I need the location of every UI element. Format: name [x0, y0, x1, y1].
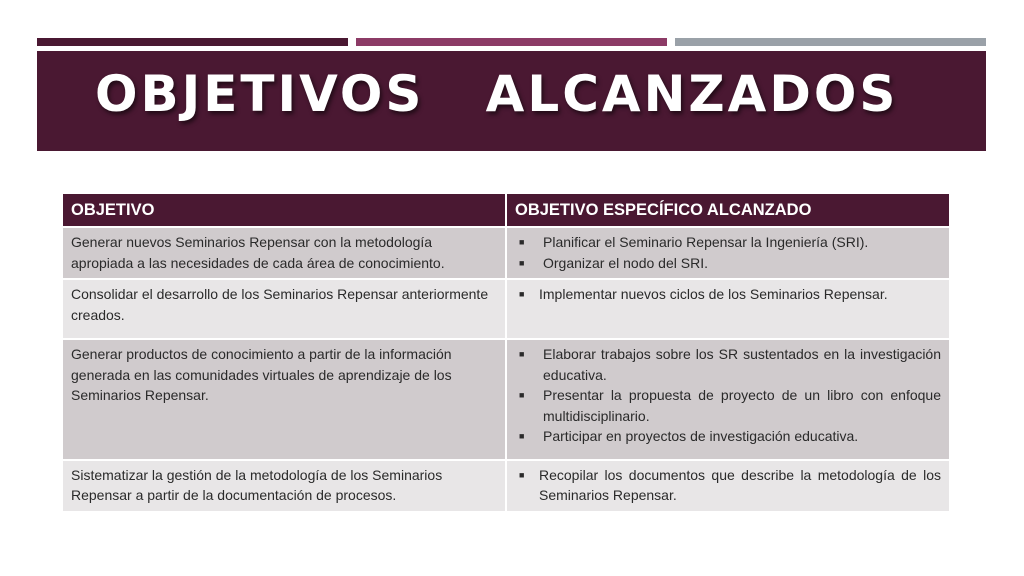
- table-row: [62, 339, 950, 460]
- header-objetivo: OBJETIVO: [62, 193, 506, 227]
- square-bullet-icon: ■: [519, 257, 525, 268]
- objective-cell: Generar productos de conocimiento a partir de la información generada en las comunidades virtuales de aprendizaje de los Seminarios Repensar.: [62, 339, 506, 460]
- achieved-list: [515, 284, 941, 305]
- title-band: [37, 51, 986, 151]
- square-bullet-icon: ■: [519, 390, 525, 400]
- objective-cell: Consolidar el desarrollo de los Seminarios Repensar anteriormente creados.: [62, 279, 506, 339]
- list-item: [515, 232, 941, 253]
- page-title: OBJETIVOS ALCANZADOS: [95, 65, 899, 123]
- achieved-list: [515, 232, 941, 273]
- square-bullet-icon: ■: [519, 349, 525, 359]
- list-item-text: Planificar el Seminario Repensar la Ingeniería (SRI).: [543, 234, 869, 250]
- objective-cell: Generar nuevos Seminarios Repensar con la metodología apropiada a las necesidades de cada área de conocimiento.: [62, 227, 506, 279]
- achieved-cell: [506, 339, 950, 460]
- list-item: [515, 465, 941, 506]
- square-bullet-icon: ■: [519, 431, 525, 441]
- table-row: [62, 227, 950, 279]
- objective-cell: Sistematizar la gestión de la metodología de los Seminarios Repensar a partir de la documentación de procesos.: [62, 460, 506, 512]
- list-item: [515, 253, 941, 274]
- table-row: [62, 460, 950, 512]
- list-item-text: Recopilar los documentos que describe la metodología de los Seminarios Repensar.: [539, 466, 941, 503]
- square-bullet-icon: ■: [519, 469, 525, 480]
- list-item: [515, 426, 941, 447]
- list-item-text: Participar en proyectos de investigación educativa.: [543, 428, 859, 444]
- accent-stripe-gray: [675, 38, 986, 46]
- list-item-text: Presentar la propuesta de proyecto de un libro con enfoque multidisciplinario.: [543, 387, 941, 424]
- list-item: [515, 385, 941, 426]
- objectives-table: [61, 192, 951, 513]
- accent-stripe-dark: [37, 38, 348, 46]
- table-row: [62, 279, 950, 339]
- list-item-text: Elaborar trabajos sobre los SR sustentados en la investigación educativa.: [543, 346, 941, 383]
- header-objetivo-especifico: OBJETIVO ESPECÍFICO ALCANZADO: [506, 193, 950, 227]
- achieved-cell: [506, 279, 950, 339]
- achieved-list: [515, 465, 941, 506]
- list-item: [515, 344, 941, 385]
- achieved-list: [515, 344, 941, 447]
- square-bullet-icon: ■: [519, 237, 525, 247]
- square-bullet-icon: ■: [519, 289, 525, 299]
- table-header-row: [62, 193, 950, 227]
- list-item-text: Implementar nuevos ciclos de los Seminarios Repensar.: [539, 286, 888, 302]
- achieved-cell: [506, 460, 950, 512]
- accent-stripe-magenta: [356, 38, 667, 46]
- list-item: [515, 284, 941, 305]
- achieved-cell: [506, 227, 950, 279]
- list-item-text: Organizar el nodo del SRI.: [543, 254, 708, 271]
